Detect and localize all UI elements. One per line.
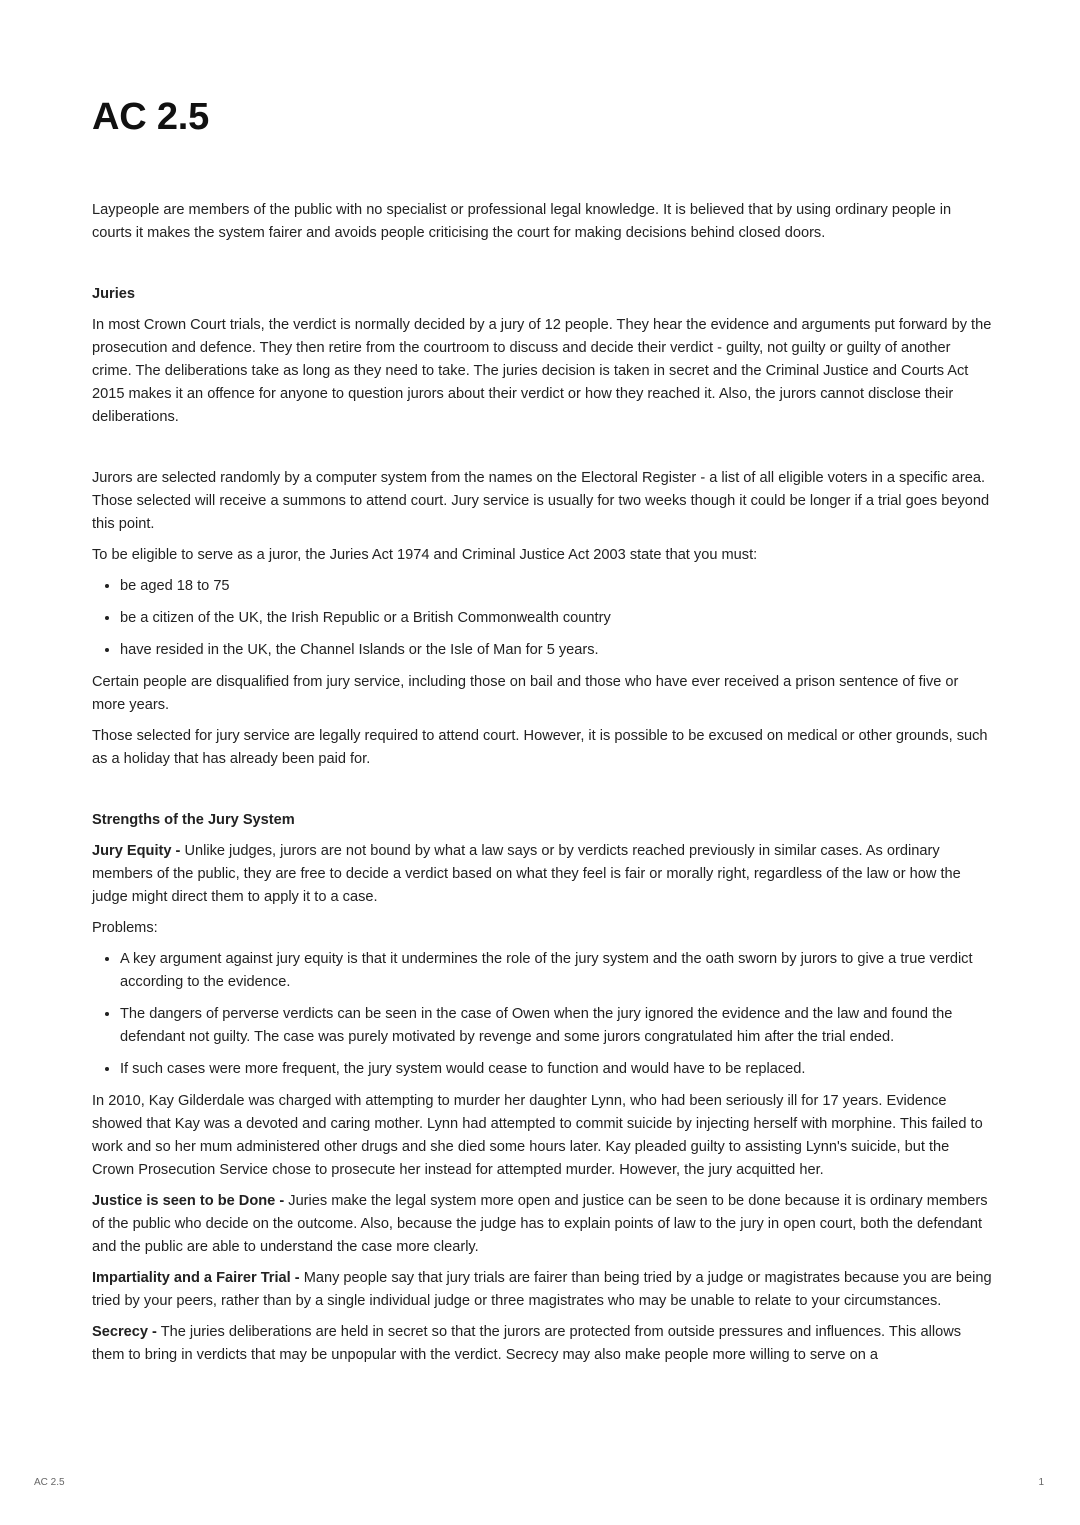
list-item: • A key argument against jury equity is that it undermines the role of the jury system and the oath sworn by jurors to give a true verdict according to the evidence. <box>120 948 992 994</box>
impartiality-term: Impartiality and a Fairer Trial - <box>92 1270 300 1286</box>
list-item: • have resided in the UK, the Channel Islands or the Isle of Man for 5 years. <box>120 639 992 662</box>
intro-paragraph: Laypeople are members of the public with no specialist or professional legal knowledge. It is believed that by using ordinary people in courts it makes the system fairer and avoids people criticising the court for making decisions behind closed doors. <box>92 202 952 241</box>
footer-title: AC 2.5 <box>34 1477 65 1488</box>
juries-paragraph-2: Jurors are selected randomly by a computer system from the names on the Electoral Register - a list of all eligible voters in a specific area. Those selected will receive a summons to attend court. Jury service is usually for two weeks though it could be longer if a trial goes beyond this point. <box>92 470 990 532</box>
document-body <box>92 199 992 1375</box>
impartiality-paragraph <box>92 1267 992 1313</box>
page-title: AC 2.5 <box>92 96 210 138</box>
impartiality-text: Many people say that jury trials are fairer than being tried by a judge or magistrates because you are being tried by your peers, rather than by a single individual judge or three magistrates who may be unable to relate to your circumstances. <box>92 1270 992 1309</box>
justice-term: Justice is seen to be Done - <box>92 1193 285 1209</box>
list-item: • be a citizen of the UK, the Irish Republic or a British Commonwealth country <box>120 607 992 630</box>
jury-equity-term: Jury Equity - <box>92 843 181 859</box>
gilderdale-paragraph: In 2010, Kay Gilderdale was charged with attempting to murder her daughter Lynn, who had been seriously ill for 17 years. Evidence showed that Kay was a devoted and caring mother. Lynn had attempted to commit suicide by injecting herself with morphine. This failed to work and so her mum administered other drugs and she died some hours later. Kay pleaded guilty to assisting Lynn's suicide, but the Crown Prosecution Service chose to prosecute her instead for attempted murder. However, the jury acquitted her. <box>92 1093 983 1178</box>
eligibility-list <box>92 575 992 662</box>
jury-equity-text: Unlike judges, jurors are not bound by what a law says or by verdicts reached previously in similar cases. As ordinary members of the public, they are free to decide a verdict based on what they feel is fair or morally right, regardless of the law or how the judge might direct them to apply it to a case. <box>92 843 961 905</box>
problems-label: Problems: <box>92 920 158 936</box>
strengths-heading: Strengths of the Jury System <box>92 812 295 828</box>
disqualified-paragraph: Certain people are disqualified from jury service, including those on bail and those who have ever received a prison sentence of five or more years. <box>92 674 959 713</box>
secrecy-paragraph <box>92 1321 992 1367</box>
jury-equity-paragraph <box>92 840 992 909</box>
page-number: 1 <box>1038 1477 1044 1488</box>
problems-list <box>92 948 992 1081</box>
eligibility-intro: To be eligible to serve as a juror, the Juries Act 1974 and Criminal Justice Act 2003 state that you must: <box>92 547 758 563</box>
juries-paragraph-1: In most Crown Court trials, the verdict is normally decided by a jury of 12 people. They hear the evidence and arguments put forward by the prosecution and defence. They then retire from the courtroom to discuss and decide their verdict - guilty, not guilty or guilty of another crime. The deliberations take as long as they need to take. The juries decision is taken in secret and the Criminal Justice and Courts Act 2015 makes it an offence for anyone to question jurors about their verdict or how they reached it. Also, the jurors cannot disclose their deliberations. <box>92 317 992 425</box>
list-item: • If such cases were more frequent, the jury system would cease to function and would have to be replaced. <box>120 1058 992 1081</box>
list-item: • be aged 18 to 75 <box>120 575 992 598</box>
juries-heading: Juries <box>92 286 135 302</box>
justice-paragraph <box>92 1190 992 1259</box>
excused-paragraph: Those selected for jury service are legally required to attend court. However, it is possible to be excused on medical or other grounds, such as a holiday that has already been paid for. <box>92 728 988 767</box>
justice-text: Juries make the legal system more open and justice can be seen to be done because it is ordinary members of the public who decide on the outcome. Also, because the judge has to explain points of law to the jury in open court, both the defendant and the public are able to understand the case more clearly. <box>92 1193 988 1255</box>
secrecy-term: Secrecy - <box>92 1324 157 1340</box>
list-item: • The dangers of perverse verdicts can be seen in the case of Owen when the jury ignored the evidence and the law and found the defendant not guilty. The case was purely motivated by revenge and some jurors congratulated him after the trial ended. <box>120 1003 992 1049</box>
secrecy-text: The juries deliberations are held in secret so that the jurors are protected from outside pressures and influences. This allows them to bring in verdicts that may be unpopular with the verdict. Secrecy may also make people more willing to serve on a <box>92 1324 962 1363</box>
